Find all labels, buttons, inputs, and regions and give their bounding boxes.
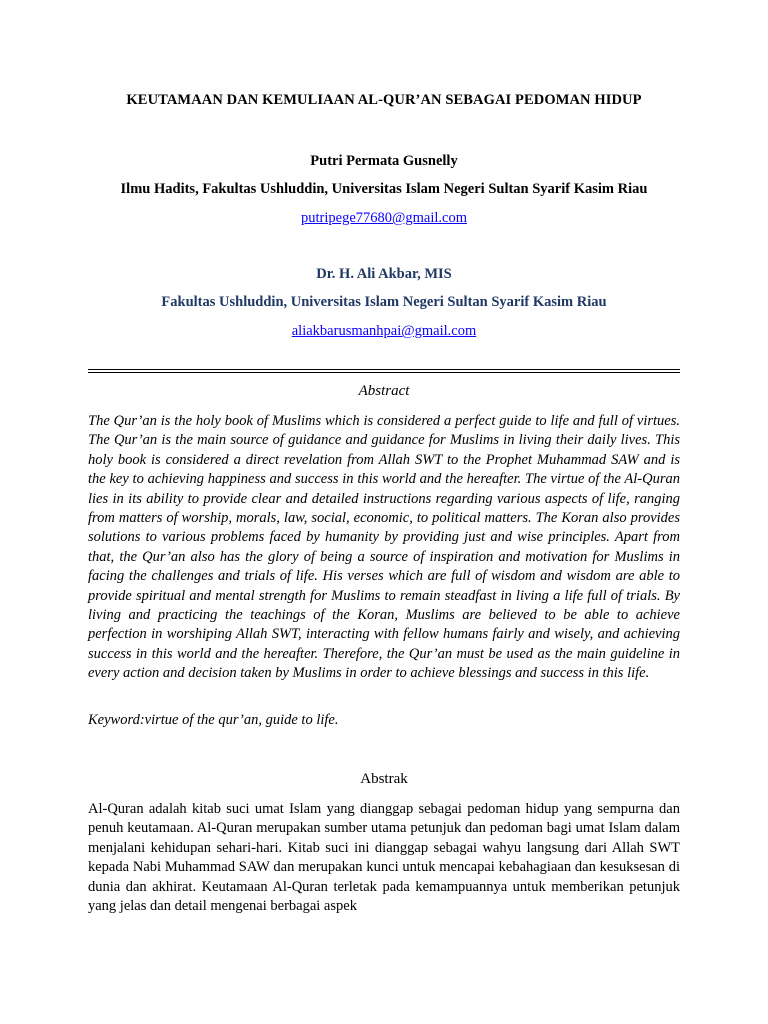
- abstract-heading: Abstract: [358, 383, 410, 399]
- divider-rule-bottom: [88, 372, 680, 373]
- abstract-english-text: The Qur’an is the holy book of Muslims which is considered a perfect guide to life and full of virtues. The Qur’an is the main source of guidance and guidance for Muslims in living their daily lives. This holy book is considered a direct revelation from Allah SWT to the Prophet Muhammad SAW and is the key to achieving happiness and success in this world and the hereafter. The virtue of the Al-Quran lies in its ability to provide clear and detailed instructions regarding various aspects of life, ranging from matters of worship, morals, law, social, economic, to political matters. The Koran also provides solutions to various problems faced by humanity by providing just and wise principles. Apart from that, the Qur’an also has the glory of being a source of inspiration and motivation for Muslims in facing the challenges and trials of life. His verses which are full of wisdom and wisdom are able to provide spiritual and mental strength for Muslims to remain steadfast in living a life full of trials. By living and practicing the teachings of the Koran, Muslims are believed to be able to achieve perfection in worshiping Allah SWT, interacting with fellow humans fairly and wisely, and achieving success in this world and the hereafter. Therefore, the Qur’an must be used as the main guideline in every action and decision taken by Muslims in order to achieve blessings and success in this life.: [88, 413, 680, 682]
- author-1-name: Putri Permata Gusnelly: [310, 153, 458, 169]
- author-2-email-link[interactable]: aliakbarusmanhpai@gmail.com: [291, 323, 477, 339]
- author-1-email-link[interactable]: putripege77680@gmail.com: [301, 210, 467, 226]
- abstrak-heading: Abstrak: [360, 771, 408, 787]
- paper-title: KEUTAMAAN DAN KEMULIAAN AL-QUR’AN SEBAGAI PEDOMAN HIDUP: [126, 92, 642, 108]
- author-1-affiliation: Ilmu Hadits, Fakultas Ushluddin, Universitas Islam Negeri Sultan Syarif Kasim Riau: [120, 181, 648, 197]
- author-2-affiliation: Fakultas Ushluddin, Universitas Islam Negeri Sultan Syarif Kasim Riau: [161, 294, 607, 310]
- divider-rule-top: [88, 369, 680, 370]
- author-2-name: Dr. H. Ali Akbar, MIS: [316, 266, 452, 282]
- abstrak-indonesian-text: Al-Quran adalah kitab suci umat Islam yang dianggap sebagai pedoman hidup yang sempurna dan penuh keutamaan. Al-Quran merupakan sumber utama petunjuk dan pedoman bagi umat Islam dalam menjalani kehidupan sehari-hari. Kitab suci ini dianggap sebagai wahyu langsung dari Allah SWT kepada Nabi Muhammad SAW dan merupakan kunci untuk mencapai kebahagiaan dan kesuksesan di dunia dan akhirat. Keutamaan Al-Quran terletak pada kemampuannya untuk memberikan petunjuk yang jelas dan detail mengenai berbagai aspek: [88, 801, 680, 915]
- keywords: Keyword:virtue of the qur’an, guide to life.: [88, 712, 339, 728]
